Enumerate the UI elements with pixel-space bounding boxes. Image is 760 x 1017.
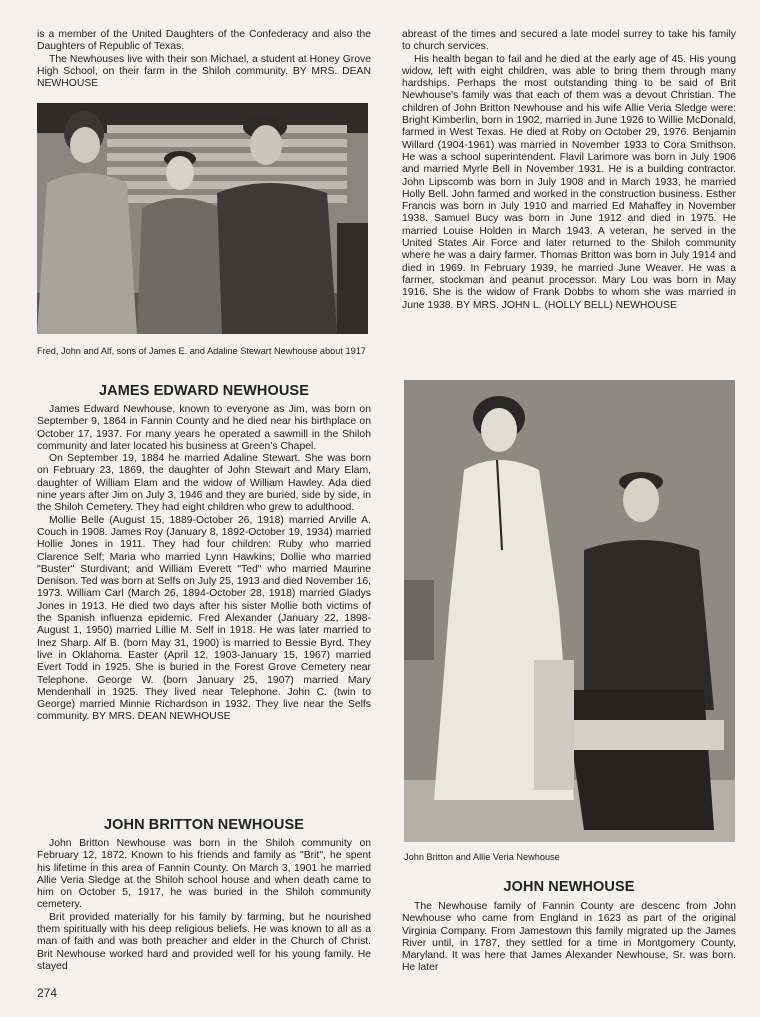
section-body-james-edward	[37, 404, 371, 724]
intro-text	[37, 29, 371, 90]
photo-fred-john-alf	[37, 103, 368, 334]
photo-couple-image	[404, 380, 735, 842]
continued-paragraph-1: abreast of the times and secured a late model surrey to take his family to church services.	[402, 29, 736, 53]
photo-three-brothers-image	[37, 103, 368, 334]
james-paragraph-2: On September 19, 1884 he married Adaline Stewart. She was born on February 23, 1869, the daughter of John Stewart and Mary Elam, daughter of William Elam and the widow of William Hawley. Ada died nine years after Jim on July 3, 1946 and they are buried, side by side, in the Shiloh Cemetery. They had eight children who grew to adulthood.	[37, 453, 371, 514]
james-paragraph-3: Mollie Belle (August 15, 1889-October 26, 1918) married Arville A. Couch in 1908. James Roy (January 8, 1892-October 19, 1934) married Hollie Jones in 1911. They had four children: Ruby who married Clarence Self; Maria who married Lynn Hawkins; Dollie who married "Buster" Sturdivant; and William Everett "Ted" who married Maurine Denison. Ted was born at Selfs on July 25, 1913 and died November 16, 1973. William Carl (March 26, 1894-October 28, 1918) married Gladys Jones in 1913. He died two days after his sister Mollie both victims of the Spanish influenza epidemic. Fred Alexander (January 22, 1898-August 1, 1950) married Lillie M. Self in 1918. He was later married to Inez Sharp. Alf B. (born May 31, 1900) is married to Bessie Byrd. They live in Oklahoma. Easter (April 12, 1903-January 15, 1967) married Evert Todd in 1925. She is buried in the Forest Grove Cemetery near Telephone. George W. (born January 25, 1907) married Mary Mendenhall in 1925. They lived near Telephone. John C. (twin to George) married Minnie Richardson in 1932. They live near the Selfs community. BY MRS. DEAN NEWHOUSE	[37, 514, 371, 723]
section-title-john-newhouse: JOHN NEWHOUSE	[503, 879, 635, 895]
john-britton-paragraph-1: John Britton Newhouse was born in the Shiloh community on February 12, 1872. Known to his friends and family as "Brit", he spent his lifetime in this area of Fannin County. On March 3, 1901 he married Allie Veria Sledge at the Shiloh school house and when death came to him on October 5, 1917, he was buried in the Shiloh community cemetery.	[37, 838, 371, 911]
section-body-john-newhouse	[402, 901, 736, 975]
john-britton-paragraph-2: Brit provided materially for his family by farming, but he nourished them spiritually with his deep religious beliefs. He was known to all as a man of faith and was both preacher and elder in the Church of Christ. Brit Newhouse worked hard and provided well for his young family. He stayed	[37, 911, 371, 972]
page-number: 274	[37, 986, 58, 1000]
photo1-caption: Fred, John and Alf, sons of James E. and Adaline Stewart Newhouse about 1917	[37, 346, 366, 356]
section-title-john-britton: JOHN BRITTON NEWHOUSE	[103, 817, 304, 833]
intro-paragraph-1: is a member of the United Daughters of the Confederacy and also the Daughters of Republic of Texas.	[37, 29, 371, 53]
photo2-caption: John Britton and Allie Veria Newhouse	[404, 852, 560, 862]
continued-text	[402, 29, 736, 312]
section-body-john-britton	[37, 838, 371, 973]
john-newhouse-paragraph-1: The Newhouse family of Fannin County are descenc from John Newhouse who came from England in 1623 as part of the original Virginia Company. From Jamestown this family migrated up the James River until, in 1787, they settled for a time in Montgomery County, Maryland. It was here that James Alexander Newhouse, Sr. was born. He later	[402, 901, 736, 974]
james-paragraph-1: James Edward Newhouse, known to everyone as Jim, was born on September 9, 1864 in Fannin County and he died near his birthplace on October 17, 1937. For many years he operated a sawmill in the Shiloh community and later located his business at Green's Chapel.	[37, 404, 371, 452]
photo-john-britton-allie	[404, 380, 735, 842]
section-title-james-edward: JAMES EDWARD NEWHOUSE	[99, 383, 309, 399]
continued-paragraph-2: His health began to fail and he died at the early age of 45. His young widow, left with eight children, was able to bring them through many hardships. Perhaps the most outstanding thing to be said of Brit Newhouse's family was that each of them was a devout Christian. The children of John Britton Newhouse and his wife Allie Veria Sledge were: Bright Kimberlin, born in 1902, married in June 1926 to Willie McDonald, farmed in West Texas. He died at Roby on October 29, 1976. Benjamin Willard (1904-1961) was married in November 1933 to Cora Smithson. He was a school superintendent. Flavil Larimore was born in July 1906 and married Myrle Bell in November 1931. He is a building contractor. John Lipscomb was born in July 1908 and in March 1933, he married Holly Bell. John farmed and worked in the construction business. Esther Francis was born in July 1910 and married Ed Mahaffey in November 1938. Samuel Bucy was born in June 1912 and died in 1975. He married Louise Holden in March 1943. A veteran, he served in the United States Air Force and later returned to the Shiloh community where he was a dairy farmer. Thomas Britton was born in July 1914 and died in 1969. In February 1939, he married June Weaver. He was a farmer, stockman and peanut processor. Mary Lou was born in May 1916. She is the widow of Frank Dobbs to whom she was married in June 1938. BY MRS. JOHN L. (HOLLY BELL) NEWHOUSE	[402, 53, 736, 311]
intro-paragraph-2: The Newhouses live with their son Michael, a student at Honey Grove High School, on their farm in the Shiloh community. BY MRS. DEAN NEWHOUSE	[37, 53, 371, 90]
